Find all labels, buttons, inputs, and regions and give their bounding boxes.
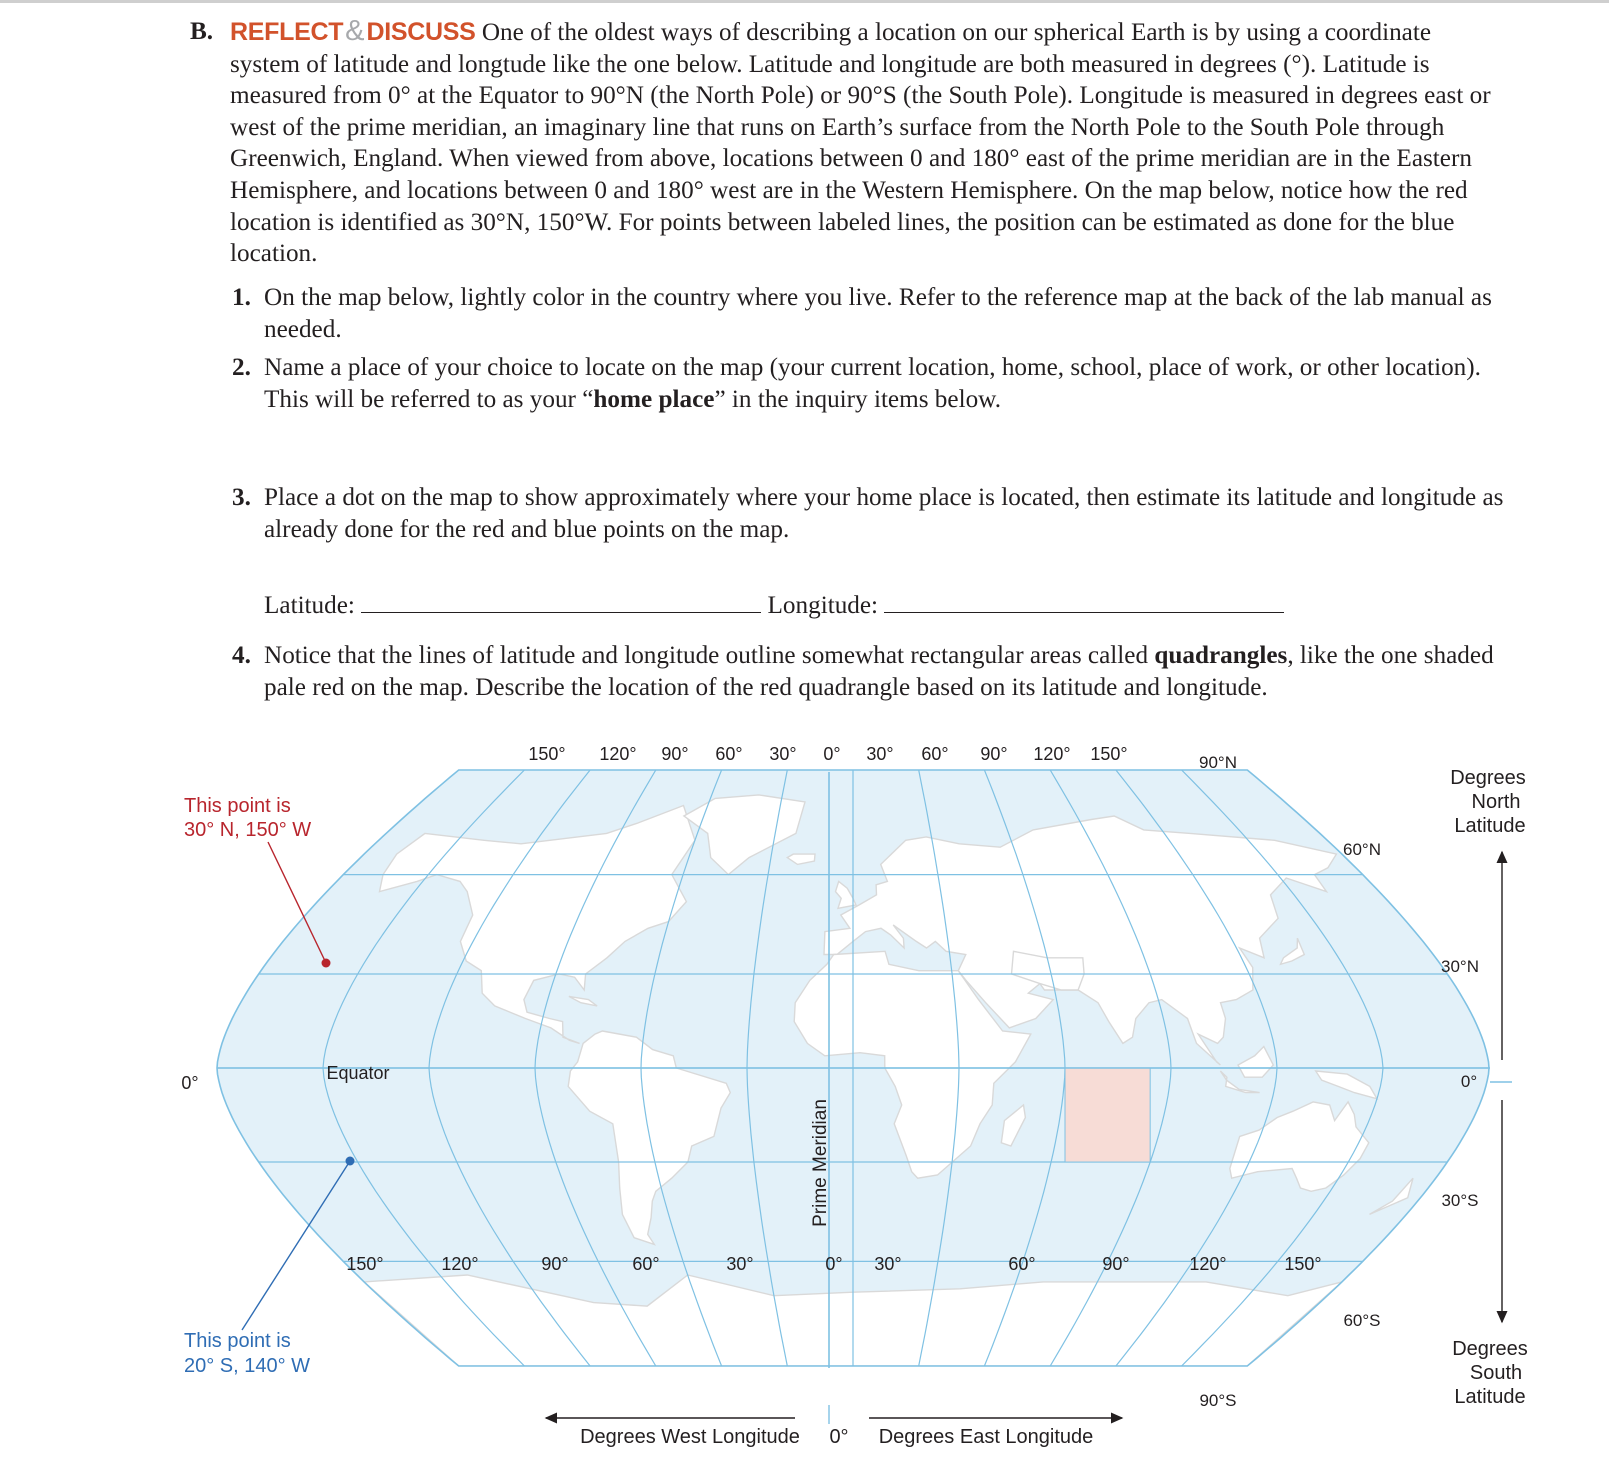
top-lon-label: 30° <box>866 744 894 764</box>
world-map <box>0 720 1609 1460</box>
question-text-part: Name a place of your choice to locate on the map (your current location, home, school, place of work, or other location). This will be referred to as your “ <box>264 354 1481 413</box>
north-axis-line3: Latitude <box>1454 815 1526 837</box>
lat-label-30s: 30°S <box>1441 1191 1479 1210</box>
section-intro <box>190 16 1500 270</box>
heading-reflect: REFLECT <box>230 18 344 46</box>
top-longitude-labels <box>528 744 1127 764</box>
question-number: 3. <box>232 484 251 511</box>
section-letter: B. <box>190 18 214 45</box>
quadrangles-term: quadrangles <box>1154 642 1288 669</box>
lat-label-30n: 30°N <box>1441 957 1479 976</box>
question-number: 4. <box>232 642 251 669</box>
bottom-zero-label: 0° <box>829 1426 849 1448</box>
bottom-lon-label: 90° <box>1102 1254 1130 1274</box>
lat-label-0: 0° <box>1460 1072 1478 1091</box>
north-axis-line2: North <box>1471 791 1521 813</box>
intro-body <box>230 16 1500 270</box>
south-axis-line1: Degrees <box>1452 1338 1528 1360</box>
top-lon-label: 120° <box>599 744 637 764</box>
bottom-lon-label: 150° <box>346 1254 384 1274</box>
question-text <box>264 352 1522 415</box>
question-text-part: ” in the inquiry items below. <box>714 385 1002 413</box>
north-axis-line1: Degrees <box>1450 767 1526 789</box>
lat-label-90n: 90°N <box>1199 753 1237 772</box>
top-lon-label: 30° <box>769 744 797 764</box>
bottom-lon-label: 60° <box>632 1254 660 1274</box>
bottom-lon-label: 150° <box>1284 1254 1322 1274</box>
south-axis-line3: Latitude <box>1454 1386 1526 1408</box>
blue-point-caption-line2: 20° S, 140° W <box>184 1355 311 1377</box>
east-axis-label: Degrees East Longitude <box>878 1426 1094 1448</box>
left-zero-label: 0° <box>181 1073 199 1093</box>
question-text-part: Notice that the lines of latitude and longitude outline somewhat rectangular areas called <box>264 642 1155 669</box>
top-lon-label: 150° <box>528 744 566 764</box>
red-quadrangle <box>1065 1068 1150 1162</box>
heading-ampersand: & <box>345 15 365 47</box>
top-lon-label: 150° <box>1090 744 1128 764</box>
lat-label-90s: 90°S <box>1199 1391 1237 1410</box>
prime-meridian-label: Prime Meridian <box>810 1099 831 1227</box>
question-text: On the map below, lightly color in the country where you live. Refer to the reference map at the back of the lab manual as needed. <box>264 284 1492 343</box>
top-rule <box>0 0 1609 3</box>
world-map-figure <box>0 720 1609 1460</box>
bottom-lon-label: 120° <box>441 1254 479 1274</box>
top-lon-label: 60° <box>715 744 743 764</box>
top-lon-label: 90° <box>980 744 1008 764</box>
red-point-caption-line2: 30° N, 150° W <box>184 819 312 841</box>
south-axis-line2: South <box>1469 1362 1523 1384</box>
bottom-lon-label: 0° <box>825 1254 843 1274</box>
bottom-lon-label: 90° <box>541 1254 569 1274</box>
west-axis-label: Degrees West Longitude <box>580 1426 800 1448</box>
blue-point-dot <box>346 1157 355 1166</box>
lat-label-60s: 60°S <box>1343 1311 1381 1330</box>
home-place-term: home place <box>593 385 715 413</box>
bottom-lon-label: 30° <box>726 1254 754 1274</box>
top-lon-label: 0° <box>823 744 841 764</box>
top-lon-label: 120° <box>1033 744 1071 764</box>
longitude-answer-line[interactable] <box>884 594 1284 613</box>
question-number: 2. <box>232 354 251 381</box>
question-2 <box>232 352 1522 415</box>
red-point-dot <box>322 959 331 968</box>
bottom-lon-label: 60° <box>1008 1254 1036 1274</box>
bottom-lon-label: 120° <box>1189 1254 1227 1274</box>
equator-label: Equator <box>326 1063 390 1083</box>
intro-text: One of the oldest ways of describing a location on our spherical Earth is by using a coordinate system of latitude and longtude like the one below. Latitude and longitude are both measured in degrees (°). Latitude is measured from 0° at the Equator to 90°N (the North Pole) or 90°S (the South Pole). Longitude is measured in degrees east or west of the prime meridian, an imaginary line that runs on Earth’s surface from the North Pole to the South Pole through Greenwich, England. When viewed from above, locations between 0 and 180° east of the prime meridian are in the Eastern Hemisphere, and locations between 0 and 180° west are in the Western Hemisphere. On the map below, notice how the red location is identified as 30°N, 150°W. For points between labeled lines, the position can be estimated as done for the blue location. <box>230 19 1491 268</box>
longitude-label: Longitude: <box>767 592 879 619</box>
question-1 <box>232 282 1522 345</box>
question-text: Place a dot on the map to show approximately where your home place is located, then estimate its latitude and longitude as already done for the red and blue points on the map. <box>264 484 1504 543</box>
latitude-answer-line[interactable] <box>361 594 761 613</box>
latitude-label: Latitude: <box>264 592 355 619</box>
question-text-part: , like the one shaded pale red on the map. Describe the location of the red quadrangle based on its latitude and longitude. <box>264 642 1494 701</box>
question-3 <box>232 482 1522 545</box>
lat-label-60n: 60°N <box>1343 840 1381 859</box>
bottom-lon-label: 30° <box>874 1254 902 1274</box>
heading-discuss: DISCUSS <box>366 18 476 46</box>
question-number: 1. <box>232 284 251 311</box>
red-point-caption-line1: This point is <box>184 795 291 817</box>
question-text <box>264 640 1522 703</box>
blue-point-caption-line1: This point is <box>184 1330 291 1352</box>
top-lon-label: 60° <box>921 744 949 764</box>
question-4 <box>232 640 1522 703</box>
answer-row <box>264 590 1284 622</box>
top-lon-label: 90° <box>661 744 689 764</box>
